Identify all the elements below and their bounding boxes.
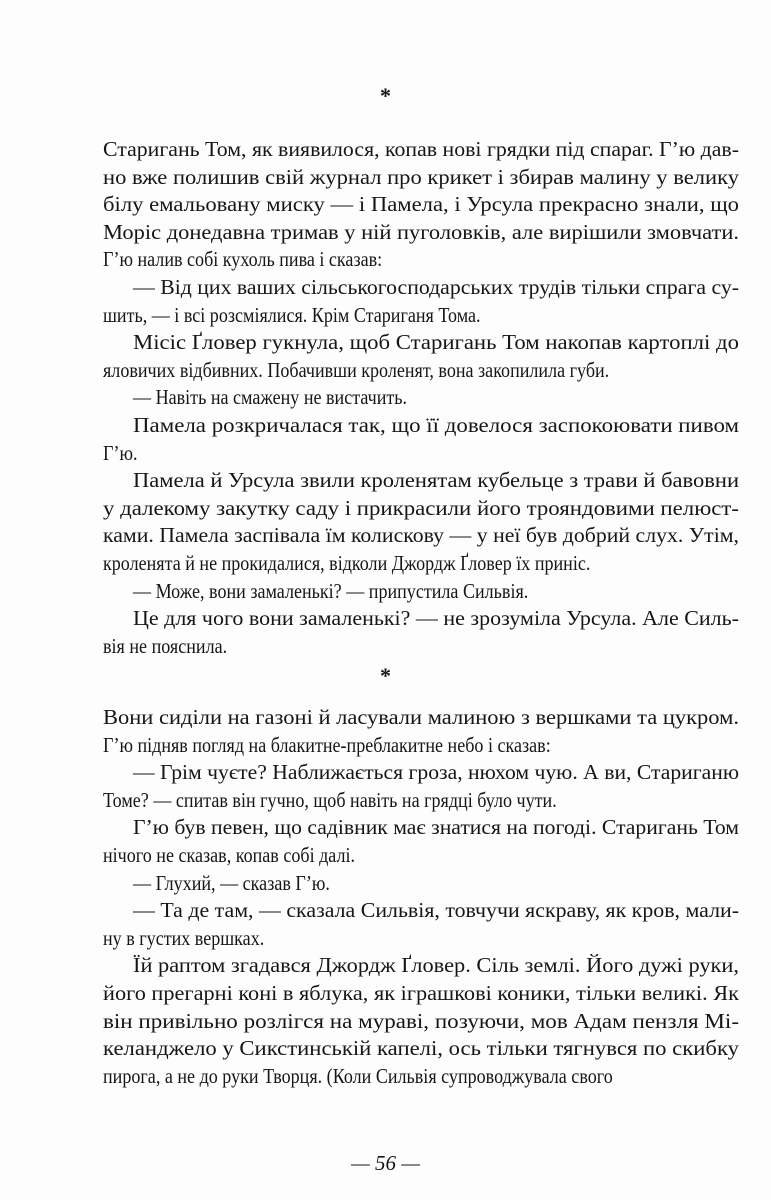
text-line bbox=[103, 357, 739, 385]
text-line bbox=[103, 550, 739, 578]
text-section-1 bbox=[103, 136, 739, 660]
text-line bbox=[103, 495, 739, 523]
text-line-content: Г’ю був певен, що садівник має знатися на погоді. Старигань Том bbox=[133, 815, 739, 840]
text-line-content: — Від цих ваших сільськогосподарських трудів тільки спрага су- bbox=[133, 274, 739, 299]
text-line bbox=[103, 412, 739, 440]
text-line-content: но вже полишив свій журнал про крикет і збирав малину у велику bbox=[103, 164, 739, 189]
text-line bbox=[103, 633, 739, 661]
text-line bbox=[103, 246, 739, 274]
text-line bbox=[103, 925, 739, 953]
text-line-content: — Та де там, — сказала Сильвія, товчучи яскраву, як кров, мали- bbox=[133, 898, 739, 923]
section-separator: * bbox=[380, 663, 391, 688]
text-line bbox=[103, 605, 739, 633]
paragraph bbox=[103, 274, 739, 329]
text-line-content: ками. Памела заспівала їм колискову — у неї був добрий слух. Утім, bbox=[103, 523, 739, 548]
text-line-content: його прегарні коні в яблука, як іграшкові коники, тільки великі. Як bbox=[103, 980, 739, 1005]
text-line bbox=[103, 842, 739, 870]
text-line-content: келанджело у Сикстинській капелі, ось тільки тягнувся по скибку bbox=[103, 1036, 739, 1061]
text-line bbox=[103, 578, 739, 606]
text-line bbox=[103, 1063, 739, 1091]
text-line-content: шить, — і всі розсміялися. Крім Стариганя Тома. bbox=[103, 302, 481, 327]
text-line-content: Томе? — спитав він гучно, щоб навіть на грядці було чути. bbox=[103, 787, 557, 812]
text-line bbox=[103, 952, 739, 980]
text-line bbox=[103, 384, 739, 412]
text-line-content: яловичих відбивних. Побачивши кроленят, вона закопилила губи. bbox=[103, 357, 610, 382]
paragraph bbox=[103, 136, 739, 274]
text-line-content: Памела й Урсула звили кроленятам кубельце з трави й бавовни bbox=[133, 468, 739, 493]
text-line-content: Г’ю налив собі кухоль пива і сказав: bbox=[103, 247, 383, 272]
text-line-content: у далекому закутку саду і прикрасили його трояндовими пелюст- bbox=[103, 495, 739, 520]
text-line bbox=[103, 522, 739, 550]
text-line-content: Моріс донедавна тримав у ній пуголовків, але вирішили змовчати. bbox=[103, 219, 739, 244]
text-line-content: білу емальовану миску — і Памела, і Урсула прекрасно знали, що bbox=[103, 192, 740, 217]
text-line bbox=[103, 787, 739, 815]
text-line-content: Місіс Ґловер гукнула, щоб Старигань Том накопав картоплі до bbox=[133, 330, 739, 355]
text-line-content: Г’ю. bbox=[103, 440, 138, 465]
text-line bbox=[103, 704, 739, 732]
text-line-content: Памела розкричалася так, що її довелося заспокоювати пивом bbox=[133, 412, 739, 437]
paragraph bbox=[103, 870, 739, 898]
paragraph bbox=[103, 814, 739, 869]
text-line bbox=[103, 274, 739, 302]
paragraph bbox=[103, 704, 739, 759]
text-line bbox=[103, 870, 739, 898]
text-line bbox=[103, 302, 739, 330]
text-line-content: Це для чого вони замаленькі? — не зрозуміла Урсула. Але Силь- bbox=[133, 606, 739, 631]
text-line bbox=[103, 814, 739, 842]
text-line-content: він привільно розлігся на мураві, позуючи, мов Адам пензля Мі- bbox=[103, 1008, 739, 1033]
text-line-content: пирога, а не до руки Творця. (Коли Сильвія супроводжувала свого bbox=[103, 1063, 613, 1088]
text-line bbox=[103, 329, 739, 357]
text-line-content: кроленята й не прокидалися, відколи Джордж Ґловер їх приніс. bbox=[103, 550, 591, 575]
text-line-content: вія не пояснила. bbox=[103, 633, 228, 658]
text-line-content: — Навіть на смажену не вистачить. bbox=[133, 385, 408, 410]
text-line bbox=[103, 219, 739, 247]
paragraph bbox=[103, 329, 739, 384]
text-line-content: — Грім чуєте? Наближається гроза, нюхом чую. А ви, Стариганю bbox=[133, 760, 739, 785]
paragraph bbox=[103, 759, 739, 814]
text-line bbox=[103, 897, 739, 925]
text-line bbox=[103, 164, 739, 192]
paragraph bbox=[103, 412, 739, 467]
text-line-content: ну в густих вершках. bbox=[103, 925, 265, 950]
text-line bbox=[103, 732, 739, 760]
text-line bbox=[103, 467, 739, 495]
text-line bbox=[103, 136, 739, 164]
text-line-content: Старигань Том, як виявилося, копав нові грядки під спараг. Г’ю дав- bbox=[103, 137, 739, 161]
text-line-content: нічого не сказав, копав собі далі. bbox=[103, 842, 356, 867]
paragraph bbox=[103, 952, 739, 1090]
paragraph bbox=[103, 467, 739, 577]
text-line-content: Їй раптом згадався Джордж Ґловер. Сіль землі. Його дужі руки, bbox=[133, 953, 739, 978]
text-line bbox=[103, 1008, 739, 1036]
text-line-content: — Може, вони замаленькі? — припустила Сильвія. bbox=[133, 578, 529, 603]
paragraph bbox=[103, 897, 739, 952]
paragraph bbox=[103, 384, 739, 412]
page-number: — 56 — bbox=[351, 1151, 420, 1175]
text-line-content: Вони сиділи на газоні й ласували малиною з вершками та цукром. bbox=[103, 705, 739, 729]
text-line bbox=[103, 980, 739, 1008]
text-line-content: — Глухий, — сказав Г’ю. bbox=[133, 870, 330, 895]
section-separator: * bbox=[380, 83, 391, 108]
paragraph bbox=[103, 578, 739, 606]
text-line bbox=[103, 759, 739, 787]
text-line-content: Г’ю підняв погляд на блакитне-преблакитне небо і сказав: bbox=[103, 732, 551, 757]
text-section-2 bbox=[103, 704, 739, 1090]
text-line bbox=[103, 440, 739, 468]
paragraph bbox=[103, 605, 739, 660]
text-line bbox=[103, 1035, 739, 1063]
text-line bbox=[103, 191, 739, 219]
